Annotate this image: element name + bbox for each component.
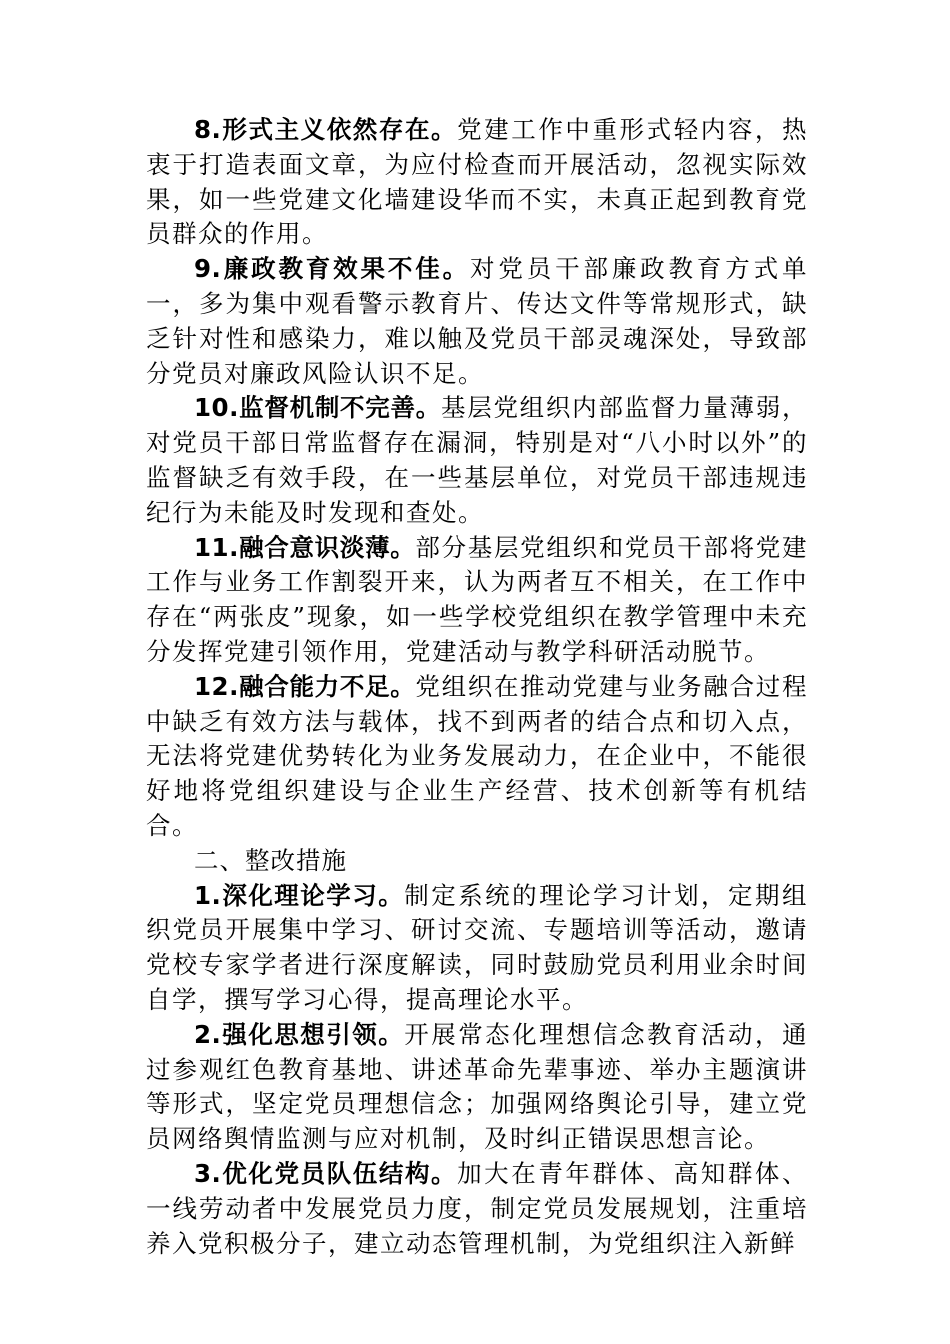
document-page (146, 113, 808, 1261)
paragraph-body: 党组织在推动党建与业务融合过程中缺乏有效方法与载体，找不到两者的结合点和切入点，无法将党建优势转化为业务发展动力，在企业中，不能很好地将党组织建设与企业生产经营、技术创新等有机结合。 (146, 671, 808, 840)
paragraph-body: 对党员干部廉政教育方式单一，多为集中观看警示教育片、传达文件等常规形式，缺乏针对性和感染力，难以触及党员干部灵魂深处，导致部分党员对廉政风险认识不足。 (146, 254, 809, 388)
paragraph-body: 开展常态化理想信念教育活动，通过参观红色教育基地、讲述革命先辈事迹、举办主题演讲等形式，坚定党员理想信念；加强网络舆论引导，建立党员网络舆情监测与应对机制，及时纠正错误思想言论。 (146, 1019, 809, 1154)
paragraph-body: 部分基层党组织和党员干部将党建工作与业务工作割裂开来，认为两者互不相关，在工作中存在“两张皮”现象，如一些学校党组织在教学管理中未充分发挥党建引领作用，党建活动与教学科研活动脱节。 (146, 532, 808, 666)
paragraph-body: 加大在青年群体、高知群体、一线劳动者中发展党员力度，制定党员发展规划，注重培养入党积极分子，建立动态管理机制，为党组织注入新鲜 (146, 1158, 809, 1258)
paragraph-heading: 2.强化思想引领。 (194, 1019, 405, 1049)
issue-paragraph-9 (146, 252, 808, 391)
issue-paragraph-12 (146, 670, 808, 844)
paragraph-body: 制定系统的理论学习计划，定期组织党员开展集中学习、研讨交流、专题培训等活动，邀请党校专家学者进行深度解读，同时鼓励党员利用业余时间自学，撰写学习心得，提高理论水平。 (146, 880, 809, 1014)
issue-paragraph-11 (146, 531, 808, 670)
paragraph-body: 党建工作中重形式轻内容，热衷于打造表面文章，为应付检查而开展活动，忽视实际效果，如一些党建文化墙建设华而不实，未真正起到教育党员群众的作用。 (146, 115, 809, 249)
issue-paragraph-8 (146, 113, 808, 252)
issue-paragraph-10 (146, 391, 808, 530)
paragraph-heading: 3.优化党员队伍结构。 (194, 1158, 458, 1188)
paragraph-heading: 9.廉政教育效果不佳。 (194, 254, 470, 284)
paragraph-body: 基层党组织内部监督力量薄弱，对党员干部日常监督存在漏洞，特别是对“八小时以外”的监督缺乏有效手段，在一些基层单位，对党员干部违规违纪行为未能及时发现和查处。 (146, 393, 808, 527)
measure-paragraph-2 (146, 1018, 808, 1157)
paragraph-heading: 10.监督机制不完善。 (194, 393, 441, 423)
section-title: 二、整改措施 (194, 845, 347, 875)
paragraph-heading: 11.融合意识淡薄。 (194, 532, 416, 562)
measure-paragraph-3 (146, 1157, 808, 1261)
paragraph-heading: 1.深化理论学习。 (194, 880, 405, 910)
paragraph-heading: 8.形式主义依然存在。 (194, 115, 458, 144)
measure-paragraph-1 (146, 879, 808, 1018)
paragraph-heading: 12.融合能力不足。 (194, 671, 416, 701)
